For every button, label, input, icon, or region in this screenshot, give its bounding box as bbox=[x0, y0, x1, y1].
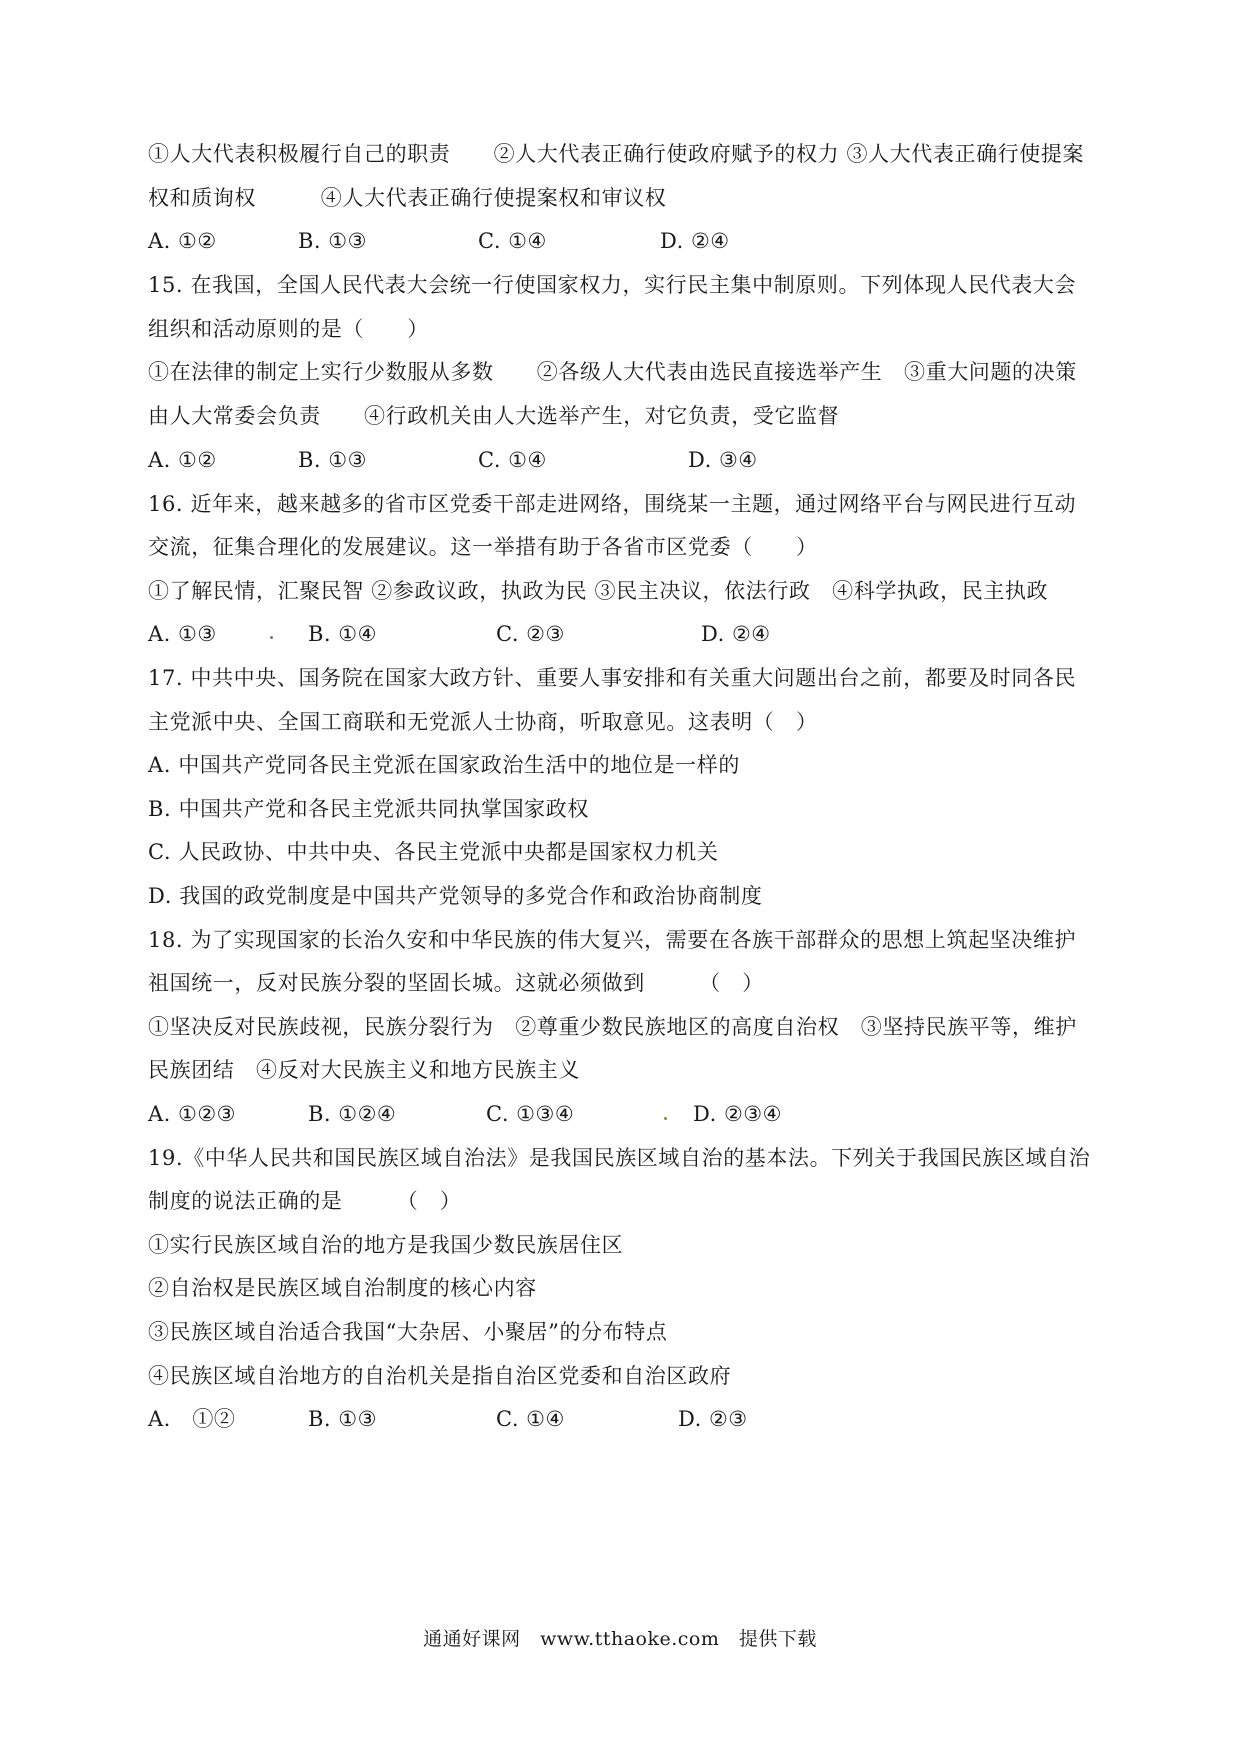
option-c: C. ②③ bbox=[496, 622, 565, 646]
q15-statement-line-1: ①在法律的制定上实行少数服从多数 ②各级人大代表由选民直接选举产生 ③重大问题的决策 bbox=[148, 360, 1077, 384]
option-a: A. ①② bbox=[148, 448, 217, 472]
q16-statement-line-1: ①了解民情，汇聚民智 ②参政议政，执政为民 ③民主决议，依法行政 ④科学执政，民主执政 bbox=[148, 579, 1049, 603]
q18-statement-line-1: ①坚决反对民族歧视，民族分裂行为 ②尊重少数民族地区的高度自治权 ③坚持民族平等，维护 bbox=[148, 1015, 1077, 1039]
q15-options bbox=[148, 446, 1098, 474]
q18-options bbox=[148, 1100, 1098, 1128]
option-a: A. ①② bbox=[148, 1407, 236, 1431]
q17-stem-line-1: 17. 中共中央、国务院在国家大政方针、重要人事安排和有关重大问题出台之前，都要及时同各民 bbox=[148, 666, 1077, 690]
scan-speck bbox=[270, 636, 273, 639]
option-b: B. ①③ bbox=[308, 1407, 377, 1431]
option-a: A. ①② bbox=[148, 229, 217, 253]
option-a: A. ①②③ bbox=[148, 1102, 236, 1126]
option-d: D. ②③ bbox=[678, 1407, 748, 1431]
q19-statement-2: ②自治权是民族区域自治制度的核心内容 bbox=[148, 1276, 537, 1300]
option-b: B. ①②④ bbox=[308, 1102, 397, 1126]
q19-statement-4: ④民族区域自治地方的自治机关是指自治区党委和自治区政府 bbox=[148, 1364, 732, 1388]
q19-stem-line-2: 制度的说法正确的是 （ ） bbox=[148, 1189, 462, 1213]
q14-statement-line-2: 权和质询权 ④人大代表正确行使提案权和审议权 bbox=[148, 186, 667, 210]
option-a: A. ①③ bbox=[148, 622, 217, 646]
option-c: C. ①④ bbox=[478, 229, 547, 253]
q14-options bbox=[148, 227, 1098, 255]
q15-stem-line-1: 15. 在我国，全国人民代表大会统一行使国家权力，实行民主集中制原则。下列体现人民代表大会 bbox=[148, 273, 1077, 297]
page-footer: 通通好课网 www.tthaoke.com 提供下载 bbox=[423, 1628, 817, 1650]
q17-option-a: A. 中国共产党同各民主党派在国家政治生活中的地位是一样的 bbox=[148, 753, 740, 777]
q19-statement-1: ①实行民族区域自治的地方是我国少数民族居住区 bbox=[148, 1233, 624, 1257]
q14-statement-line-1: ①人大代表积极履行自己的职责 ②人大代表正确行使政府赋予的权力 ③人大代表正确行使提案 bbox=[148, 142, 1085, 166]
q18-stem-line-1: 18. 为了实现国家的长治久安和中华民族的伟大复兴，需要在各族干部群众的思想上筑起坚决维护 bbox=[148, 928, 1077, 952]
option-d: D. ②④ bbox=[701, 622, 771, 646]
q16-stem-line-2: 交流，征集合理化的发展建议。这一举措有助于各省市区党委（ ） bbox=[148, 535, 818, 559]
option-d: D. ②④ bbox=[660, 229, 730, 253]
q17-option-b: B. 中国共产党和各民主党派共同执掌国家政权 bbox=[148, 797, 589, 821]
q15-statement-line-2: 由人大常委会负责 ④行政机关由人大选举产生，对它负责，受它监督 bbox=[148, 404, 840, 428]
q18-stem-line-2: 祖国统一，反对民族分裂的坚固长城。这就必须做到 （ ） bbox=[148, 971, 764, 995]
q18-statement-line-2: 民族团结 ④反对大民族主义和地方民族主义 bbox=[148, 1058, 580, 1082]
option-b: B. ①④ bbox=[308, 622, 377, 646]
q19-stem-line-1: 19.《中华人民共和国民族区域自治法》是我国民族区域自治的基本法。下列关于我国民族区域自治 bbox=[148, 1146, 1091, 1170]
q16-stem-line-1: 16. 近年来，越来越多的省市区党委干部走进网络，围绕某一主题，通过网络平台与网民进行互动 bbox=[148, 492, 1077, 516]
option-b: B. ①③ bbox=[298, 448, 367, 472]
option-c: C. ①④ bbox=[478, 448, 547, 472]
q15-stem-line-2: 组织和活动原则的是（ ） bbox=[148, 317, 429, 341]
option-c: C. ①④ bbox=[496, 1407, 565, 1431]
q17-option-d: D. 我国的政党制度是中国共产党领导的多党合作和政治协商制度 bbox=[148, 884, 763, 908]
q19-statement-3: ③民族区域自治适合我国“大杂居、小聚居”的分布特点 bbox=[148, 1320, 668, 1344]
q17-stem-line-2: 主党派中央、全国工商联和无党派人士协商，听取意见。这表明（ ） bbox=[148, 710, 818, 734]
option-d: D. ②③④ bbox=[693, 1102, 782, 1126]
q16-options bbox=[148, 620, 1098, 648]
option-c: C. ①③④ bbox=[486, 1102, 575, 1126]
q19-options bbox=[148, 1405, 1098, 1433]
option-d: D. ③④ bbox=[688, 448, 758, 472]
q17-option-c: C. 人民政协、中共中央、各民主党派中央都是国家权力机关 bbox=[148, 840, 719, 864]
option-b: B. ①③ bbox=[298, 229, 367, 253]
scan-speck bbox=[664, 1117, 667, 1120]
